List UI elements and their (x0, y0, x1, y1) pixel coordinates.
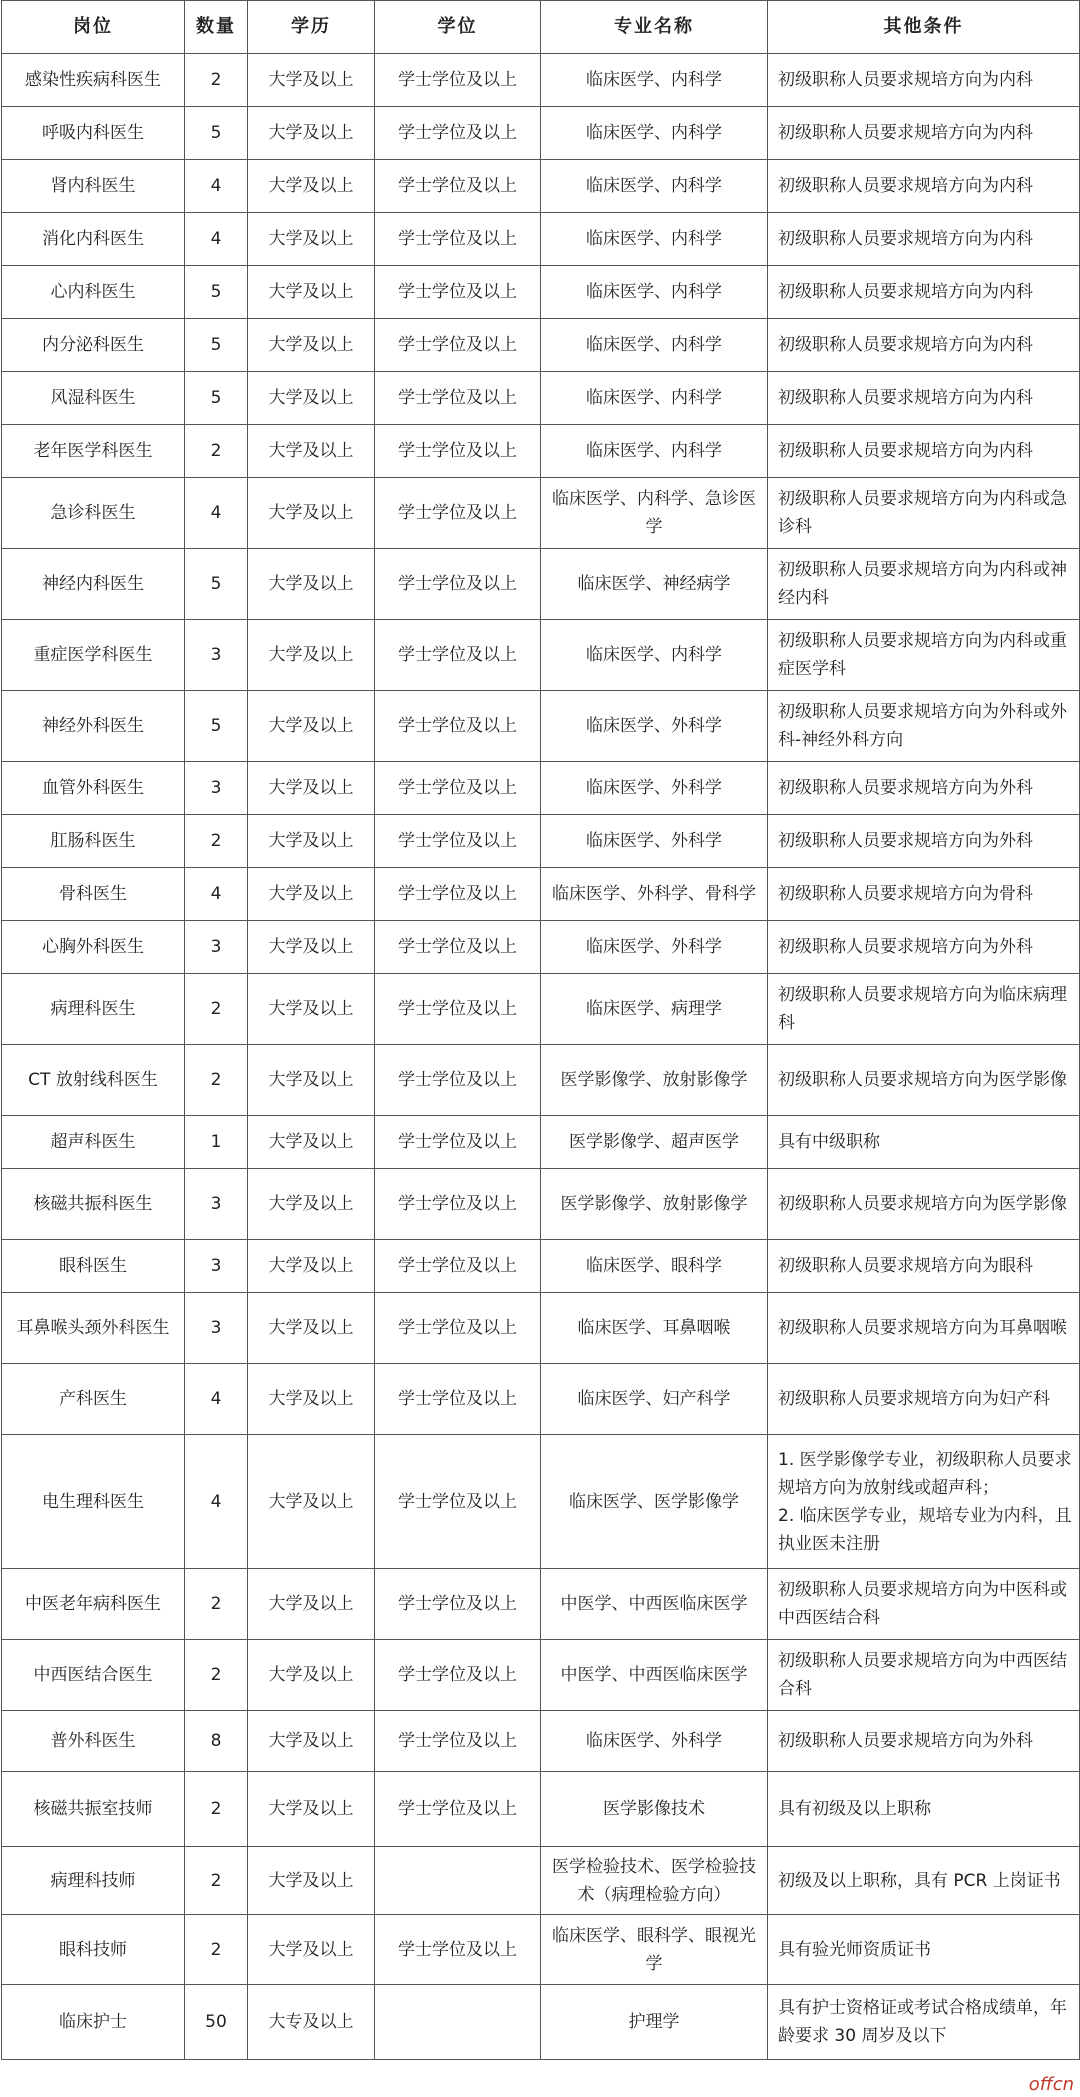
education-cell: 大学及以上 (248, 1915, 375, 1985)
conditions-cell: 初级职称人员要求规培方向为耳鼻咽喉 (768, 1293, 1080, 1364)
major-cell: 临床医学、医学影像学 (541, 1435, 768, 1569)
count-cell: 8 (185, 1711, 248, 1772)
degree-cell: 学士学位及以上 (375, 1116, 541, 1169)
post-cell: 电生理科医生 (2, 1435, 185, 1569)
education-cell: 大学及以上 (248, 762, 375, 815)
conditions-cell: 初级职称人员要求规培方向为外科 (768, 815, 1080, 868)
major-cell: 临床医学、外科学 (541, 762, 768, 815)
table-row (2, 549, 1080, 620)
table-row (2, 1847, 1080, 1915)
conditions-cell: 具有验光师资质证书 (768, 1915, 1080, 1985)
conditions-cell: 具有护士资格证或考试合格成绩单，年龄要求 30 周岁及以下 (768, 1985, 1080, 2060)
degree-cell: 学士学位及以上 (375, 1711, 541, 1772)
table-row (2, 1364, 1080, 1435)
post-cell: 呼吸内科医生 (2, 107, 185, 160)
table-row (2, 974, 1080, 1045)
table-row (2, 213, 1080, 266)
conditions-cell: 初级职称人员要求规培方向为外科 (768, 1711, 1080, 1772)
count-cell: 5 (185, 319, 248, 372)
major-cell: 中医学、中西医临床医学 (541, 1569, 768, 1640)
major-cell: 临床医学、神经病学 (541, 549, 768, 620)
major-cell: 临床医学、外科学、骨科学 (541, 868, 768, 921)
education-cell: 大学及以上 (248, 1364, 375, 1435)
table-row (2, 1293, 1080, 1364)
conditions-cell: 初级职称人员要求规培方向为内科 (768, 372, 1080, 425)
count-cell: 4 (185, 478, 248, 549)
education-cell: 大学及以上 (248, 372, 375, 425)
conditions-cell: 初级职称人员要求规培方向为医学影像 (768, 1169, 1080, 1240)
table-row (2, 815, 1080, 868)
degree-cell: 学士学位及以上 (375, 691, 541, 762)
major-cell: 医学影像学、放射影像学 (541, 1169, 768, 1240)
count-cell: 3 (185, 1293, 248, 1364)
major-cell: 中医学、中西医临床医学 (541, 1640, 768, 1711)
post-cell: 肛肠科医生 (2, 815, 185, 868)
conditions-cell: 初级职称人员要求规培方向为内科 (768, 266, 1080, 319)
post-cell: CT 放射线科医生 (2, 1045, 185, 1116)
education-cell: 大学及以上 (248, 1569, 375, 1640)
major-cell: 医学影像学、超声医学 (541, 1116, 768, 1169)
degree-cell: 学士学位及以上 (375, 921, 541, 974)
header-conditions: 其他条件 (768, 1, 1080, 54)
major-cell: 医学检验技术、医学检验技术（病理检验方向） (541, 1847, 768, 1915)
conditions-cell: 初级职称人员要求规培方向为外科 (768, 762, 1080, 815)
conditions-cell: 初级职称人员要求规培方向为骨科 (768, 868, 1080, 921)
conditions-cell: 初级职称人员要求规培方向为内科 (768, 54, 1080, 107)
table-row (2, 372, 1080, 425)
education-cell: 大学及以上 (248, 319, 375, 372)
education-cell: 大学及以上 (248, 1240, 375, 1293)
header-major: 专业名称 (541, 1, 768, 54)
education-cell: 大学及以上 (248, 620, 375, 691)
count-cell: 4 (185, 213, 248, 266)
count-cell: 2 (185, 974, 248, 1045)
education-cell: 大学及以上 (248, 921, 375, 974)
degree-cell: 学士学位及以上 (375, 107, 541, 160)
post-cell: 核磁共振室技师 (2, 1772, 185, 1847)
major-cell: 临床医学、内科学、急诊医学 (541, 478, 768, 549)
table-row (2, 1240, 1080, 1293)
count-cell: 3 (185, 1169, 248, 1240)
post-cell: 中医老年病科医生 (2, 1569, 185, 1640)
major-cell: 医学影像学、放射影像学 (541, 1045, 768, 1116)
conditions-cell: 初级职称人员要求规培方向为中医科或中西医结合科 (768, 1569, 1080, 1640)
count-cell: 3 (185, 762, 248, 815)
conditions-cell: 具有初级及以上职称 (768, 1772, 1080, 1847)
education-cell: 大学及以上 (248, 266, 375, 319)
post-cell: 中西医结合医生 (2, 1640, 185, 1711)
post-cell: 普外科医生 (2, 1711, 185, 1772)
degree-cell: 学士学位及以上 (375, 762, 541, 815)
major-cell: 临床医学、内科学 (541, 213, 768, 266)
conditions-cell: 初级职称人员要求规培方向为内科 (768, 107, 1080, 160)
table-row (2, 1045, 1080, 1116)
count-cell: 3 (185, 620, 248, 691)
education-cell: 大学及以上 (248, 1169, 375, 1240)
major-cell: 临床医学、外科学 (541, 691, 768, 762)
post-cell: 超声科医生 (2, 1116, 185, 1169)
degree-cell: 学士学位及以上 (375, 815, 541, 868)
conditions-cell: 1. 医学影像学专业，初级职称人员要求规培方向为放射线或超声科； 2. 临床医学专业，规培专业为内科，且执业医未注册 (768, 1435, 1080, 1569)
post-cell: 病理科技师 (2, 1847, 185, 1915)
education-cell: 大专及以上 (248, 1985, 375, 2060)
degree-cell: 学士学位及以上 (375, 1240, 541, 1293)
degree-cell: 学士学位及以上 (375, 868, 541, 921)
major-cell: 临床医学、内科学 (541, 107, 768, 160)
education-cell: 大学及以上 (248, 54, 375, 107)
table-row (2, 1640, 1080, 1711)
conditions-cell: 初级职称人员要求规培方向为内科 (768, 213, 1080, 266)
post-cell: 眼科医生 (2, 1240, 185, 1293)
degree-cell: 学士学位及以上 (375, 372, 541, 425)
table-row (2, 160, 1080, 213)
education-cell: 大学及以上 (248, 160, 375, 213)
education-cell: 大学及以上 (248, 1640, 375, 1711)
conditions-cell: 初级职称人员要求规培方向为临床病理科 (768, 974, 1080, 1045)
conditions-cell: 初级职称人员要求规培方向为内科 (768, 425, 1080, 478)
table-row (2, 478, 1080, 549)
post-cell: 产科医生 (2, 1364, 185, 1435)
header-row (2, 1, 1080, 54)
major-cell: 临床医学、眼科学 (541, 1240, 768, 1293)
post-cell: 病理科医生 (2, 974, 185, 1045)
major-cell: 临床医学、外科学 (541, 921, 768, 974)
major-cell: 临床医学、内科学 (541, 266, 768, 319)
table-row (2, 921, 1080, 974)
education-cell: 大学及以上 (248, 1435, 375, 1569)
header-degree: 学位 (375, 1, 541, 54)
table-row (2, 1569, 1080, 1640)
major-cell: 临床医学、内科学 (541, 372, 768, 425)
count-cell: 4 (185, 868, 248, 921)
education-cell: 大学及以上 (248, 478, 375, 549)
major-cell: 临床医学、病理学 (541, 974, 768, 1045)
table-row (2, 1711, 1080, 1772)
post-cell: 耳鼻喉头颈外科医生 (2, 1293, 185, 1364)
education-cell: 大学及以上 (248, 974, 375, 1045)
degree-cell: 学士学位及以上 (375, 1293, 541, 1364)
table-row (2, 1116, 1080, 1169)
header-education: 学历 (248, 1, 375, 54)
post-cell: 骨科医生 (2, 868, 185, 921)
education-cell: 大学及以上 (248, 1116, 375, 1169)
degree-cell: 学士学位及以上 (375, 54, 541, 107)
table-row (2, 691, 1080, 762)
education-cell: 大学及以上 (248, 1045, 375, 1116)
conditions-cell: 初级职称人员要求规培方向为内科或重症医学科 (768, 620, 1080, 691)
education-cell: 大学及以上 (248, 815, 375, 868)
conditions-cell: 初级职称人员要求规培方向为妇产科 (768, 1364, 1080, 1435)
education-cell: 大学及以上 (248, 1772, 375, 1847)
header-post: 岗位 (2, 1, 185, 54)
major-cell: 临床医学、内科学 (541, 319, 768, 372)
conditions-cell: 初级职称人员要求规培方向为外科或外科-神经外科方向 (768, 691, 1080, 762)
count-cell: 5 (185, 549, 248, 620)
post-cell: 老年医学科医生 (2, 425, 185, 478)
count-cell: 5 (185, 107, 248, 160)
education-cell: 大学及以上 (248, 549, 375, 620)
count-cell: 50 (185, 1985, 248, 2060)
table-row (2, 1985, 1080, 2060)
table-row (2, 425, 1080, 478)
degree-cell: 学士学位及以上 (375, 620, 541, 691)
table-row (2, 762, 1080, 815)
table-row (2, 1915, 1080, 1985)
post-cell: 神经外科医生 (2, 691, 185, 762)
education-cell: 大学及以上 (248, 1293, 375, 1364)
degree-cell: 学士学位及以上 (375, 1772, 541, 1847)
major-cell: 临床医学、内科学 (541, 160, 768, 213)
post-cell: 消化内科医生 (2, 213, 185, 266)
post-cell: 临床护士 (2, 1985, 185, 2060)
post-cell: 神经内科医生 (2, 549, 185, 620)
count-cell: 4 (185, 1435, 248, 1569)
degree-cell: 学士学位及以上 (375, 213, 541, 266)
conditions-cell: 初级职称人员要求规培方向为内科或急诊科 (768, 478, 1080, 549)
post-cell: 血管外科医生 (2, 762, 185, 815)
count-cell: 2 (185, 1915, 248, 1985)
post-cell: 肾内科医生 (2, 160, 185, 213)
count-cell: 5 (185, 691, 248, 762)
conditions-cell: 初级职称人员要求规培方向为内科 (768, 160, 1080, 213)
major-cell: 临床医学、外科学 (541, 815, 768, 868)
post-cell: 感染性疾病科医生 (2, 54, 185, 107)
count-cell: 2 (185, 1640, 248, 1711)
table-row (2, 1772, 1080, 1847)
post-cell: 急诊科医生 (2, 478, 185, 549)
education-cell: 大学及以上 (248, 1847, 375, 1915)
conditions-cell: 初级职称人员要求规培方向为医学影像 (768, 1045, 1080, 1116)
post-cell: 心胸外科医生 (2, 921, 185, 974)
degree-cell: 学士学位及以上 (375, 319, 541, 372)
count-cell: 2 (185, 1772, 248, 1847)
conditions-cell: 初级职称人员要求规培方向为外科 (768, 921, 1080, 974)
major-cell: 临床医学、外科学 (541, 1711, 768, 1772)
degree-cell: 学士学位及以上 (375, 1569, 541, 1640)
degree-cell: 学士学位及以上 (375, 266, 541, 319)
degree-cell: 学士学位及以上 (375, 425, 541, 478)
education-cell: 大学及以上 (248, 213, 375, 266)
major-cell: 临床医学、内科学 (541, 425, 768, 478)
conditions-cell: 具有中级职称 (768, 1116, 1080, 1169)
degree-cell: 学士学位及以上 (375, 1045, 541, 1116)
conditions-cell: 初级职称人员要求规培方向为眼科 (768, 1240, 1080, 1293)
degree-cell: 学士学位及以上 (375, 1915, 541, 1985)
post-cell: 核磁共振科医生 (2, 1169, 185, 1240)
education-cell: 大学及以上 (248, 1711, 375, 1772)
count-cell: 5 (185, 372, 248, 425)
major-cell: 护理学 (541, 1985, 768, 2060)
count-cell: 3 (185, 921, 248, 974)
conditions-cell: 初级职称人员要求规培方向为内科或神经内科 (768, 549, 1080, 620)
post-cell: 心内科医生 (2, 266, 185, 319)
count-cell: 2 (185, 815, 248, 868)
degree-cell (375, 1985, 541, 2060)
count-cell: 2 (185, 425, 248, 478)
table-row (2, 1169, 1080, 1240)
recruitment-table (1, 0, 1080, 2060)
conditions-cell: 初级职称人员要求规培方向为中西医结合科 (768, 1640, 1080, 1711)
degree-cell: 学士学位及以上 (375, 1364, 541, 1435)
count-cell: 4 (185, 1364, 248, 1435)
major-cell: 临床医学、内科学 (541, 54, 768, 107)
degree-cell: 学士学位及以上 (375, 1169, 541, 1240)
count-cell: 5 (185, 266, 248, 319)
watermark: offcn (1028, 2074, 1074, 2095)
education-cell: 大学及以上 (248, 425, 375, 478)
major-cell: 医学影像技术 (541, 1772, 768, 1847)
count-cell: 2 (185, 1569, 248, 1640)
count-cell: 2 (185, 54, 248, 107)
post-cell: 内分泌科医生 (2, 319, 185, 372)
degree-cell: 学士学位及以上 (375, 478, 541, 549)
table-row (2, 107, 1080, 160)
conditions-cell: 初级职称人员要求规培方向为内科 (768, 319, 1080, 372)
major-cell: 临床医学、内科学 (541, 620, 768, 691)
major-cell: 临床医学、妇产科学 (541, 1364, 768, 1435)
post-cell: 风湿科医生 (2, 372, 185, 425)
education-cell: 大学及以上 (248, 691, 375, 762)
table-row (2, 1435, 1080, 1569)
count-cell: 2 (185, 1045, 248, 1116)
count-cell: 4 (185, 160, 248, 213)
degree-cell: 学士学位及以上 (375, 549, 541, 620)
conditions-cell: 初级及以上职称，具有 PCR 上岗证书 (768, 1847, 1080, 1915)
post-cell: 眼科技师 (2, 1915, 185, 1985)
degree-cell: 学士学位及以上 (375, 974, 541, 1045)
education-cell: 大学及以上 (248, 107, 375, 160)
education-cell: 大学及以上 (248, 868, 375, 921)
post-cell: 重症医学科医生 (2, 620, 185, 691)
table-row (2, 319, 1080, 372)
major-cell: 临床医学、耳鼻咽喉 (541, 1293, 768, 1364)
degree-cell: 学士学位及以上 (375, 1435, 541, 1569)
table-row (2, 266, 1080, 319)
count-cell: 3 (185, 1240, 248, 1293)
count-cell: 1 (185, 1116, 248, 1169)
degree-cell (375, 1847, 541, 1915)
degree-cell: 学士学位及以上 (375, 160, 541, 213)
table-row (2, 868, 1080, 921)
count-cell: 2 (185, 1847, 248, 1915)
table-row (2, 620, 1080, 691)
table-row (2, 54, 1080, 107)
header-count: 数量 (185, 1, 248, 54)
degree-cell: 学士学位及以上 (375, 1640, 541, 1711)
major-cell: 临床医学、眼科学、眼视光学 (541, 1915, 768, 1985)
